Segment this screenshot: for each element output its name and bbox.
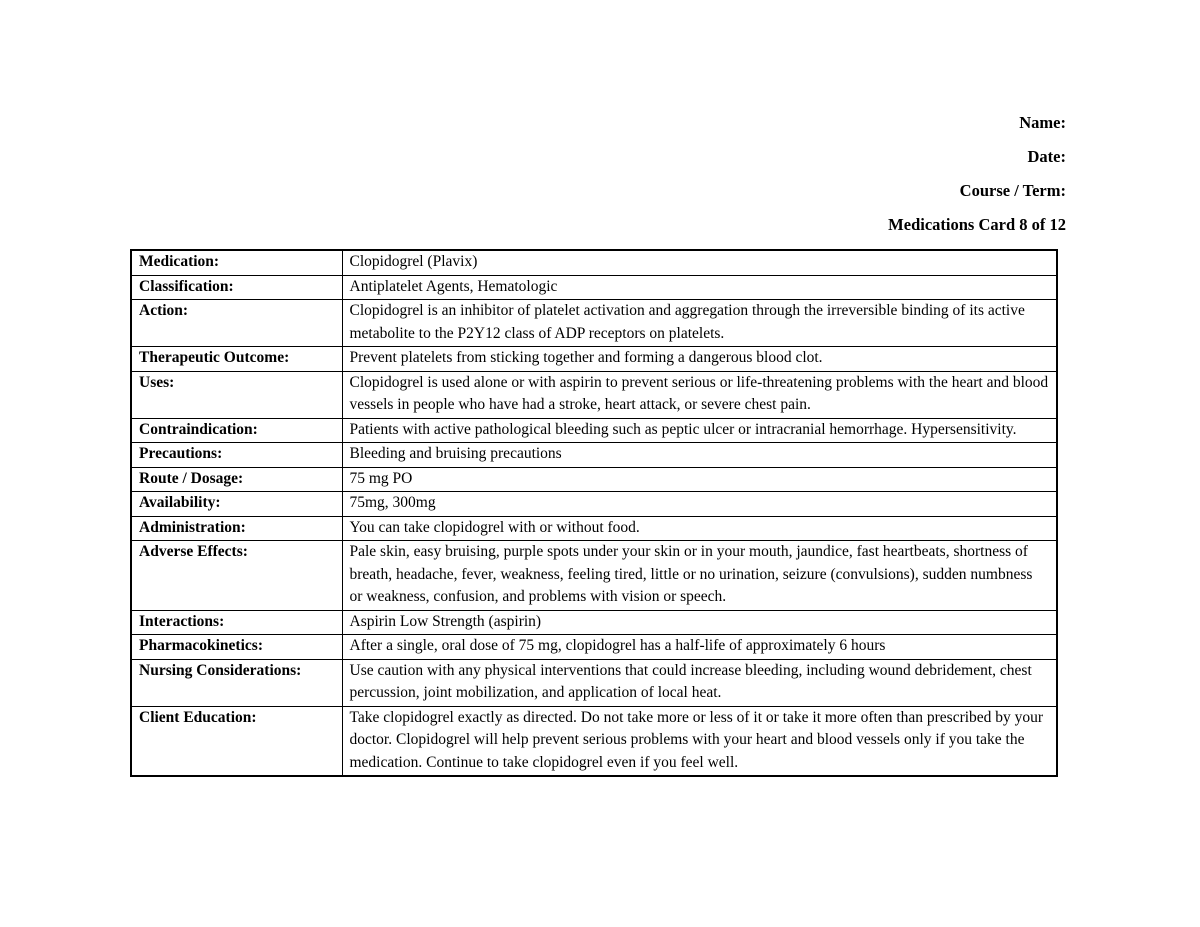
table-row-administration (131, 516, 1057, 541)
row-value-cell: Patients with active pathological bleeding such as peptic ulcer or intracranial hemorrhage. Hypersensitivity. (342, 418, 1057, 443)
row-label-cell: Pharmacokinetics: (131, 635, 342, 660)
row-label-cell: Precautions: (131, 443, 342, 468)
table-row-route-dosage (131, 467, 1057, 492)
row-value-cell: Pale skin, easy bruising, purple spots under your skin or in your mouth, jaundice, fast heartbeats, shortness of breath, headache, fever, weakness, feeling tired, little or no urination, seizure (convulsions), sudden numbness or weakness, confusion, and problems with vision or speech. (342, 541, 1057, 611)
row-value-cell: 75 mg PO (342, 467, 1057, 492)
table-row-precautions (131, 443, 1057, 468)
row-value-cell: Bleeding and bruising precautions (342, 443, 1057, 468)
table-row-uses (131, 371, 1057, 418)
medication-card-table (130, 249, 1058, 777)
row-value-cell: Aspirin Low Strength (aspirin) (342, 610, 1057, 635)
table-row-availability (131, 492, 1057, 517)
row-label-cell: Availability: (131, 492, 342, 517)
row-label-cell: Contraindication: (131, 418, 342, 443)
row-value-cell: Clopidogrel is used alone or with aspirin to prevent serious or life-threatening problems with the heart and blood vessels in people who have had a stroke, heart attack, or severe chest pain. (342, 371, 1057, 418)
table-row-nursing-considerations (131, 659, 1057, 706)
table-row-adverse-effects (131, 541, 1057, 611)
table-row-action (131, 300, 1057, 347)
row-label-cell: Interactions: (131, 610, 342, 635)
row-value-cell: Antiplatelet Agents, Hematologic (342, 275, 1057, 300)
name-label: Name: (1019, 113, 1066, 132)
table-row-client-education (131, 706, 1057, 776)
table-row-interactions (131, 610, 1057, 635)
row-value-cell: Use caution with any physical interventions that could increase bleeding, including wound debridement, chest percussion, joint mobilization, and application of local heat. (342, 659, 1057, 706)
row-label-cell: Uses: (131, 371, 342, 418)
row-label-cell: Route / Dosage: (131, 467, 342, 492)
row-value-cell: Take clopidogrel exactly as directed. Do not take more or less of it or take it more often than prescribed by your doctor. Clopidogrel will help prevent serious problems with your heart and blood vessels only if you take the medication. Continue to take clopidogrel even if you feel well. (342, 706, 1057, 776)
row-label-cell: Action: (131, 300, 342, 347)
row-label-cell: Nursing Considerations: (131, 659, 342, 706)
row-label-cell: Administration: (131, 516, 342, 541)
row-value-cell: You can take clopidogrel with or without food. (342, 516, 1057, 541)
table-row-therapeutic-outcome (131, 347, 1057, 372)
row-value-cell: Prevent platelets from sticking together and forming a dangerous blood clot. (342, 347, 1057, 372)
row-label-cell: Client Education: (131, 706, 342, 776)
course-term-label: Course / Term: (959, 181, 1066, 200)
row-value-cell: Clopidogrel is an inhibitor of platelet activation and aggregation through the irreversible binding of its active metabolite to the P2Y12 class of ADP receptors on platelets. (342, 300, 1057, 347)
table-row-medication (131, 250, 1057, 275)
row-value-cell: After a single, oral dose of 75 mg, clopidogrel has a half-life of approximately 6 hours (342, 635, 1057, 660)
table-row-contraindication (131, 418, 1057, 443)
table-row-pharmacokinetics (131, 635, 1057, 660)
document-header (0, 0, 1200, 242)
row-value-cell: Clopidogrel (Plavix) (342, 250, 1057, 275)
row-label-cell: Adverse Effects: (131, 541, 342, 611)
row-label-cell: Therapeutic Outcome: (131, 347, 342, 372)
row-value-cell: 75mg, 300mg (342, 492, 1057, 517)
card-title: Medications Card 8 of 12 (888, 215, 1066, 234)
row-label-cell: Medication: (131, 250, 342, 275)
date-label: Date: (1027, 147, 1066, 166)
table-row-classification (131, 275, 1057, 300)
row-label-cell: Classification: (131, 275, 342, 300)
